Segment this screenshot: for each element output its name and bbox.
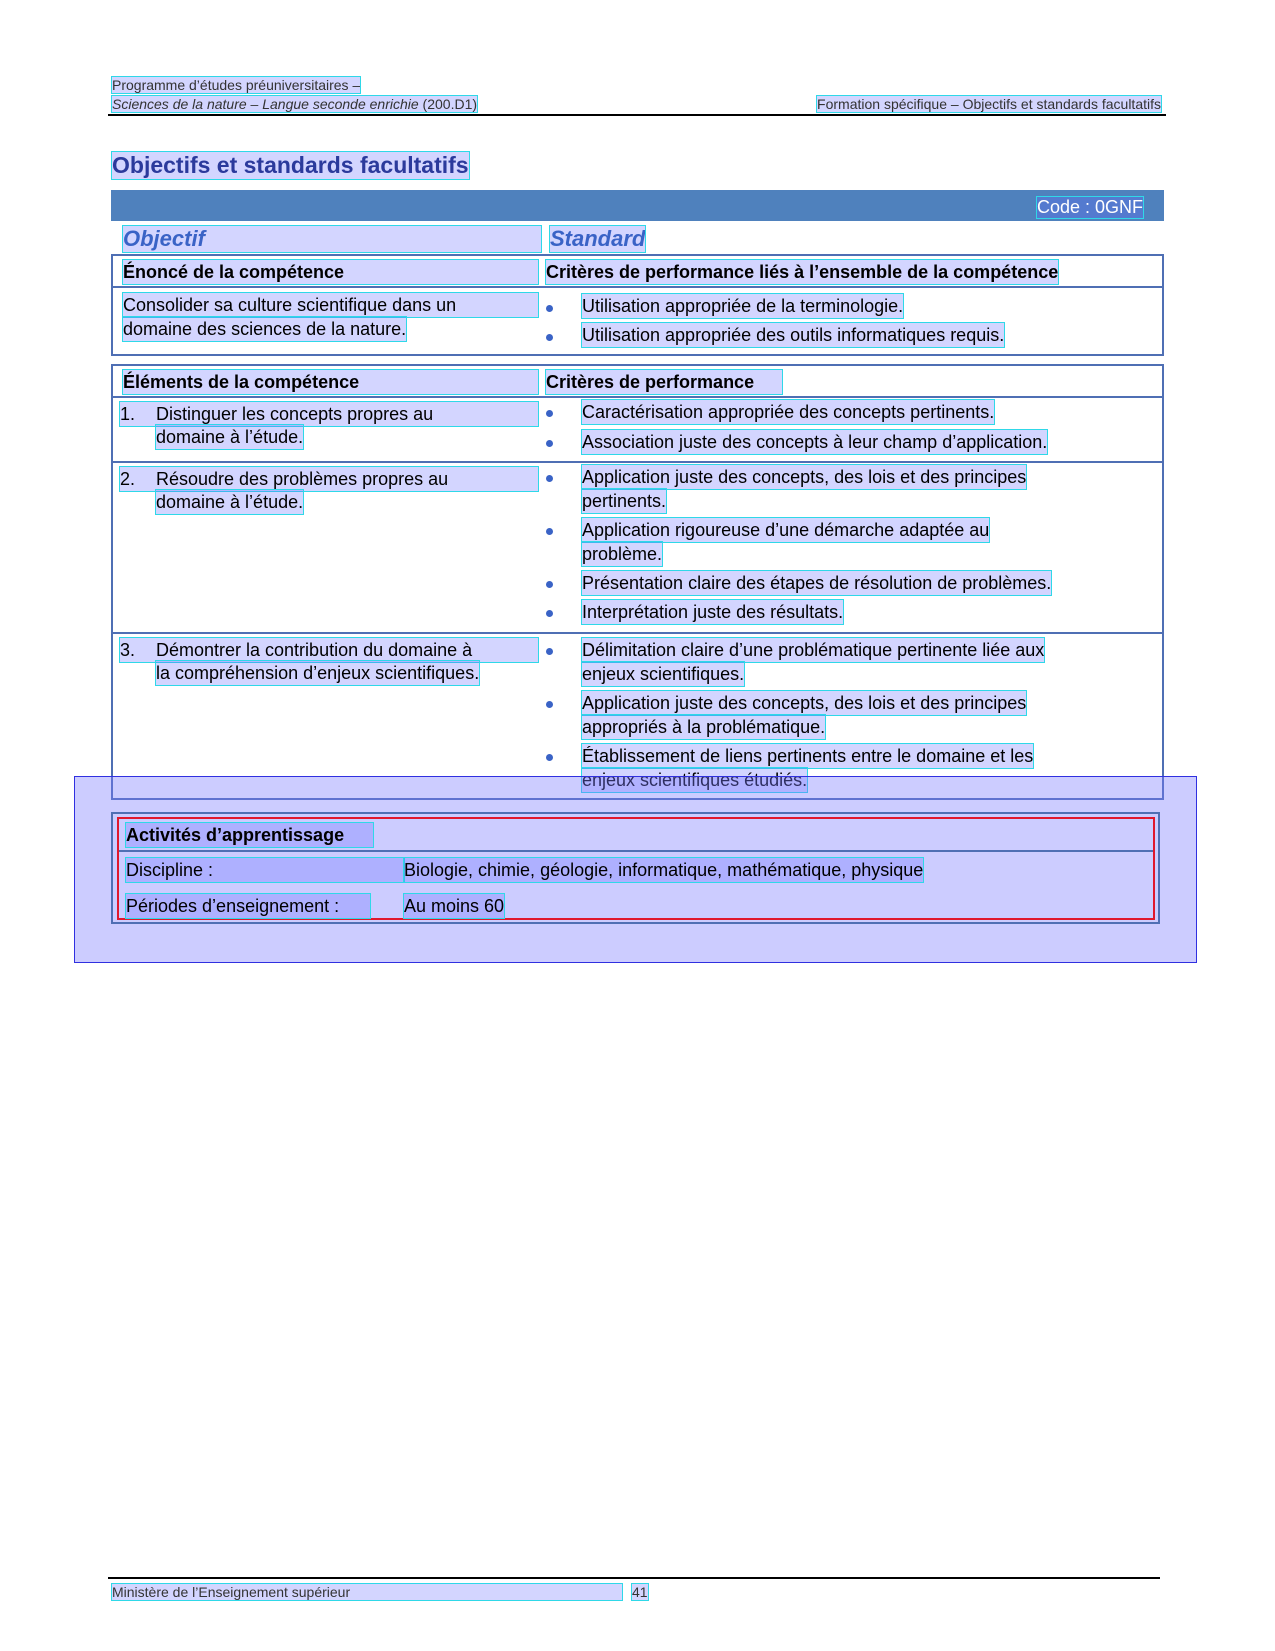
footer-rule: [108, 1577, 1160, 1579]
element-number: 2.: [120, 469, 136, 489]
criterion-3-3: Établissement de liens pertinents entre le domaine et les: [582, 746, 1034, 766]
periodes-label: Périodes d’enseignement :: [126, 894, 370, 918]
element-2-line2: domaine à l’étude.: [156, 492, 304, 512]
criterion-2-3: Présentation claire des étapes de résolution de problèmes.: [582, 573, 1052, 593]
column-standard: Standard: [550, 226, 646, 251]
bullet-icon: [546, 648, 553, 655]
header-section: Formation spécifique – Objectifs et standards facultatifs: [817, 96, 1161, 112]
elements-criteria-heading: Critères de performance: [546, 370, 782, 394]
header-program: Programme d’études préuniversitaires –: [112, 77, 361, 93]
criterion-2-2-cont: problème.: [582, 544, 663, 564]
element-1-line1: [120, 402, 538, 426]
bullet-icon: [546, 305, 553, 312]
bullet-icon: [546, 754, 553, 761]
element-text: Distinguer les concepts propres au: [156, 404, 434, 424]
element-3-line2: la compréhension d’enjeux scientifiques.: [156, 663, 480, 683]
enonce-criterion: Utilisation appropriée de la terminologie.: [582, 296, 904, 316]
criterion-2-1: Application juste des concepts, des lois et des principes: [582, 467, 1027, 487]
bullet-icon: [546, 334, 553, 341]
criterion-1-1: Caractérisation appropriée des concepts pertinents.: [582, 402, 995, 422]
code-bar: [111, 190, 1164, 221]
criterion-3-3-cont: enjeux scientifiques étudiés.: [582, 770, 808, 790]
bullet-icon: [546, 581, 553, 588]
activites-heading: Activités d’apprentissage: [126, 823, 373, 847]
criterion-1-2: Association juste des concepts à leur champ d’application.: [582, 432, 1048, 452]
discipline-label: Discipline :: [126, 858, 404, 882]
bullet-icon: [546, 410, 553, 417]
header-rule: [108, 114, 1166, 116]
element-2-line1: [120, 467, 538, 491]
discipline-value: Biologie, chimie, géologie, informatique, mathématique, physique: [404, 860, 924, 880]
enonce-criterion: Utilisation appropriée des outils informatiques requis.: [582, 325, 1005, 345]
bullet-icon: [546, 528, 553, 535]
bullet-icon: [546, 475, 553, 482]
enonce-criteria-heading: Critères de performance liés à l’ensemble de la compétence: [546, 262, 1059, 282]
elements-divider: [111, 461, 1164, 463]
element-text: Démontrer la contribution du domaine à: [156, 640, 473, 660]
code-label: Code : 0GNF: [1036, 197, 1143, 217]
column-objectif: Objectif: [123, 226, 541, 252]
bullet-icon: [546, 610, 553, 617]
criterion-2-2: Application rigoureuse d’une démarche adaptée au: [582, 520, 990, 540]
elements-heading: Éléments de la compétence: [123, 370, 538, 394]
criterion-3-2-cont: appropriés à la problématique.: [582, 717, 826, 737]
criterion-3-2: Application juste des concepts, des lois et des principes: [582, 693, 1027, 713]
header-program-name: [112, 96, 477, 112]
enonce-divider: [111, 286, 1164, 288]
element-number: 1.: [120, 404, 136, 424]
header-program-italic: Sciences de la nature – Langue seconde enrichie: [112, 96, 419, 112]
elements-divider: [111, 632, 1164, 634]
activites-divider: [119, 850, 1153, 852]
header-program-code: (200.D1): [418, 96, 478, 112]
criterion-2-4: Interprétation juste des résultats.: [582, 602, 844, 622]
enonce-text-line1: Consolider sa culture scientifique dans un: [123, 293, 538, 317]
enonce-heading: Énoncé de la compétence: [123, 260, 538, 284]
periodes-value: Au moins 60: [404, 896, 505, 916]
element-1-line2: domaine à l’étude.: [156, 427, 304, 447]
element-3-line1: [120, 638, 538, 662]
footer-ministry: Ministère de l’Enseignement supérieur: [112, 1584, 622, 1600]
enonce-text-line2: domaine des sciences de la nature.: [123, 319, 407, 339]
criterion-3-1-cont: enjeux scientifiques.: [582, 664, 745, 684]
page-number: 41: [632, 1584, 648, 1600]
element-number: 3.: [120, 640, 136, 660]
page-title: Objectifs et standards facultatifs: [112, 152, 469, 178]
criterion-3-1: Délimitation claire d’une problématique pertinente liée aux: [582, 640, 1045, 660]
element-text: Résoudre des problèmes propres au: [156, 469, 449, 489]
bullet-icon: [546, 440, 553, 447]
elements-divider: [111, 396, 1164, 398]
criterion-2-1-cont: pertinents.: [582, 491, 667, 511]
bullet-icon: [546, 701, 553, 708]
